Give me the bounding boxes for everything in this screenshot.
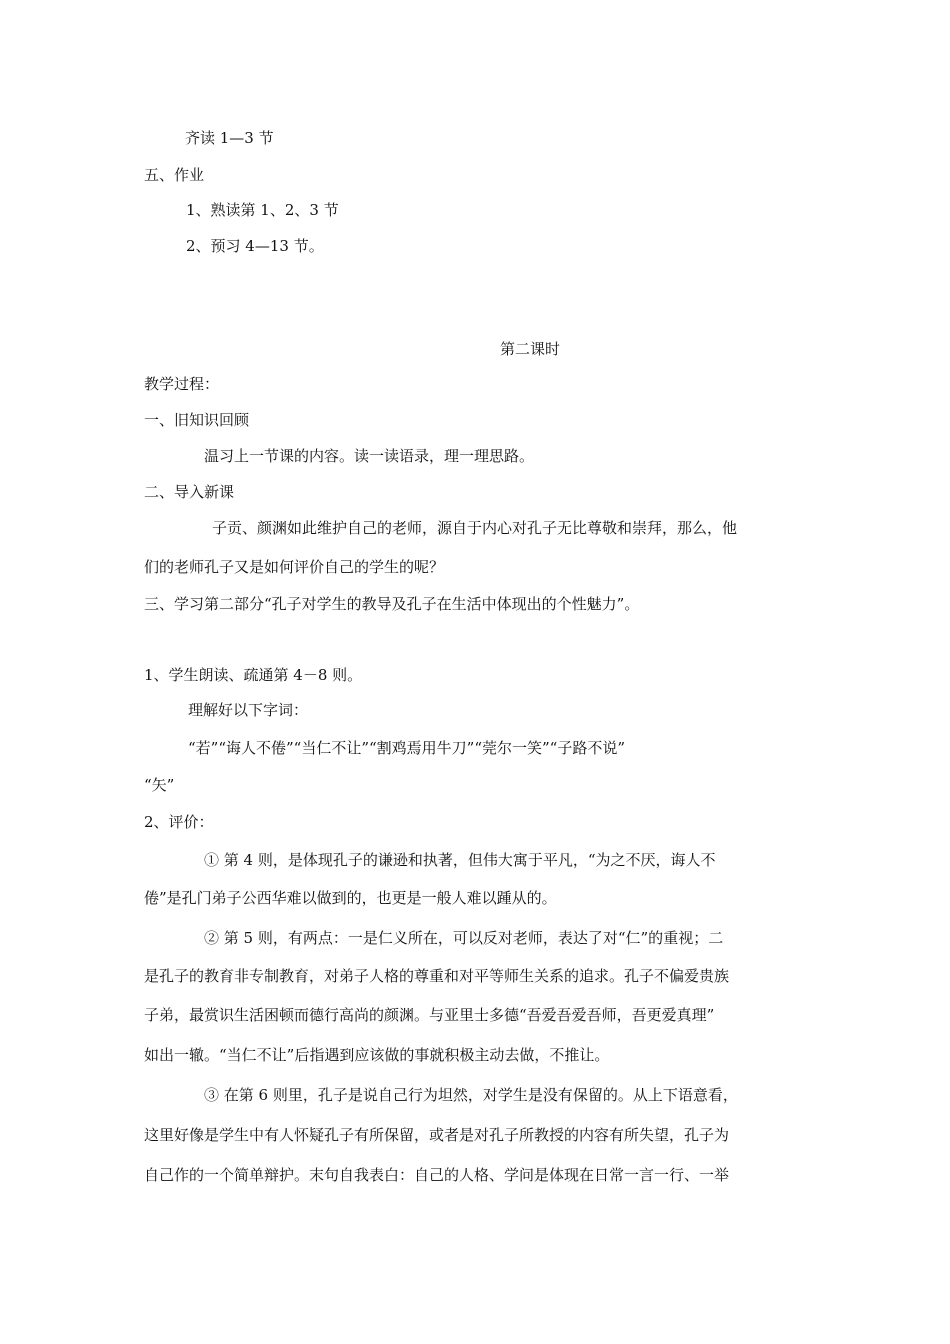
review-text: 温习上一节课的内容。读一读语录，理一理思路。 bbox=[204, 447, 535, 465]
section-heading-homework: 五、作业 bbox=[144, 166, 205, 184]
lesson-title: 第二课时 bbox=[499, 340, 560, 358]
paragraph-line: 子贡、颜渊如此维护自己的老师，源自于内心对孔子无比尊敬和崇拜，那么，他 bbox=[212, 519, 738, 537]
paragraph-line: 倦”是孔门弟子公西华难以做到的，也更是一般人难以踵从的。 bbox=[144, 889, 557, 907]
paragraph-line: ② 第 5 则，有两点：一是仁义所在，可以反对老师，表达了对“仁”的重视；二 bbox=[204, 929, 724, 947]
text-line-reading-instruction: 齐读 1—3 节 bbox=[185, 129, 274, 147]
homework-item-1: 1、熟读第 1、2、3 节 bbox=[186, 201, 339, 219]
section-heading-part-two: 三、学习第二部分“孔子对学生的教导及孔子在生活中体现出的个性魅力”。 bbox=[144, 595, 640, 613]
paragraph-line: 是孔子的教育非专制教育，对弟子人格的尊重和对平等师生关系的追求。孔子不偏爱贵族 bbox=[144, 967, 730, 985]
homework-item-2: 2、预习 4—13 节。 bbox=[186, 237, 324, 255]
paragraph-line: ③ 在第 6 则里，孔子是说自己行为坦然，对学生是没有保留的。从上下语意看， bbox=[204, 1086, 738, 1104]
paragraph-line: ① 第 4 则，是体现孔子的谦逊和执著，但伟大寓于平凡，“为之不厌，诲人不 bbox=[204, 851, 716, 869]
section-heading-review: 一、旧知识回顾 bbox=[144, 411, 250, 429]
paragraph-line: 子弟，最赏识生活困顿而德行高尚的颜渊。与亚里士多德“吾爱吾爱吾师，吾更爱真理” bbox=[144, 1006, 715, 1024]
step-2-heading: 2、评价： bbox=[144, 813, 214, 831]
paragraph-line: 自己作的一个简单辩护。末句自我表白：自己的人格、学问是体现在日常一言一行、一举 bbox=[144, 1166, 730, 1184]
step-1-heading: 1、学生朗读、疏通第 4－8 则。 bbox=[144, 666, 363, 684]
paragraph-line: 这里好像是学生中有人怀疑孔子有所保留，或者是对孔子所教授的内容有所失望，孔子为 bbox=[144, 1126, 730, 1144]
vocabulary-label: 理解好以下字词： bbox=[188, 701, 309, 719]
paragraph-line: 如出一辙。“当仁不让”后指遇到应该做的事就积极主动去做，不推让。 bbox=[144, 1046, 610, 1064]
teaching-process-label: 教学过程： bbox=[144, 375, 220, 393]
vocabulary-list-continued: “矢” bbox=[144, 776, 175, 794]
section-heading-introduction: 二、导入新课 bbox=[144, 483, 235, 501]
vocabulary-list: “若”“诲人不倦”“当仁不让”“割鸡焉用牛刀”“莞尔一笑”“子路不说” bbox=[188, 739, 626, 757]
paragraph-line: 们的老师孔子又是如何评价自己的学生的呢？ bbox=[144, 558, 445, 576]
